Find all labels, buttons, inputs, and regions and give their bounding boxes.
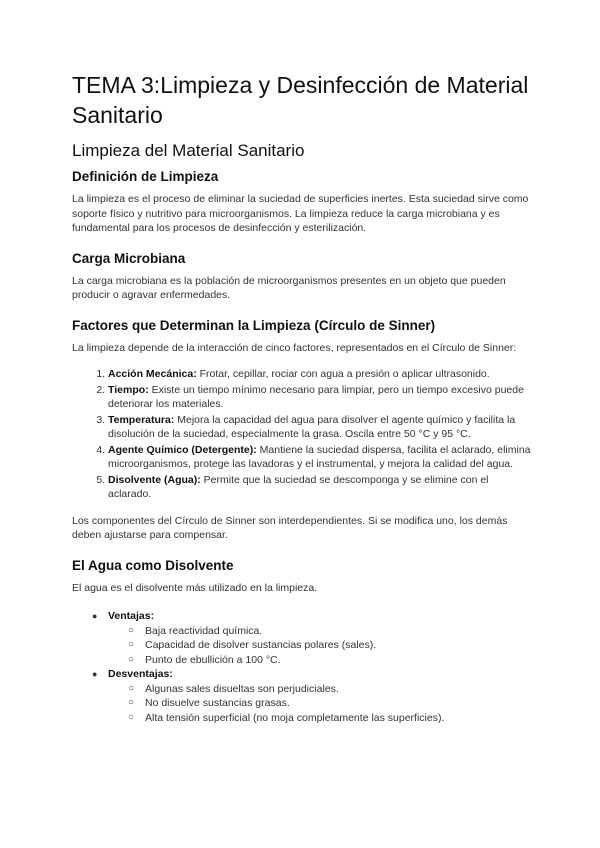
factor-term: Tiempo: bbox=[108, 383, 149, 396]
list-item bbox=[92, 667, 532, 725]
factores-outro: Los componentes del Círculo de Sinner son interdependientes. Si se modifica uno, los demás deben ajustarse para compensar. bbox=[72, 514, 508, 541]
carga-text: La carga microbiana es la población de microorganismos presentes en un objeto que pueden producir o agravar enfermedades. bbox=[72, 274, 506, 301]
list-item bbox=[128, 696, 532, 711]
document-title: TEMA 3:Limpieza y Desinfección de Material Sanitario bbox=[72, 72, 529, 128]
list-item bbox=[128, 711, 532, 726]
factor-term: Acción Mecánica: bbox=[108, 368, 197, 380]
agua-heading: El Agua como Disolvente bbox=[72, 557, 234, 573]
list-item bbox=[128, 624, 532, 639]
ventajas-label: Ventajas: bbox=[108, 610, 155, 622]
factor-desc: Mejora la capacidad del agua para disolver el agente químico y facilita la disolución de la suciedad, especialmente la grasa. Oscila entre 50 °C y 95 °C. bbox=[108, 413, 516, 440]
ventaja-text: Capacidad de disolver sustancias polares (sales). bbox=[145, 639, 377, 651]
factor-desc: Existe un tiempo mínimo necesario para limpiar, pero un tiempo excesivo puede deteriorar los materiales. bbox=[108, 383, 524, 410]
list-item bbox=[128, 653, 532, 668]
document-page bbox=[72, 70, 532, 725]
desventajas-list bbox=[108, 682, 532, 726]
factor-desc: Permite que la suciedad se descomponga y se elimine con el aclarado. bbox=[108, 473, 489, 500]
circle-bullet-icon: ○ bbox=[128, 711, 135, 723]
factores-heading: Factores que Determinan la Limpieza (Círculo de Sinner) bbox=[72, 317, 436, 333]
factores-list bbox=[72, 367, 532, 502]
circle-bullet-icon: ○ bbox=[128, 624, 135, 636]
desventajas-label: Desventajas: bbox=[108, 668, 173, 680]
list-item bbox=[108, 473, 532, 502]
circle-bullet-icon: ○ bbox=[128, 682, 135, 694]
circle-bullet-icon: ○ bbox=[128, 697, 135, 708]
factor-desc: Mantiene la suciedad dispersa, facilita el aclarado, elimina microorganismos, protege las lavadoras y el instrumental, y mejora la calidad del agua. bbox=[108, 443, 531, 470]
circle-bullet-icon: ○ bbox=[128, 639, 135, 650]
factor-term: Agente Químico (Detergente): bbox=[108, 443, 257, 456]
bullet-icon: ● bbox=[92, 669, 98, 679]
bullet-icon: ● bbox=[92, 611, 98, 621]
agua-intro: El agua es el disolvente más utilizado en la limpieza. bbox=[72, 581, 318, 594]
section-title: Limpieza del Material Sanitario bbox=[72, 141, 305, 160]
carga-heading: Carga Microbiana bbox=[72, 250, 186, 266]
factores-intro: La limpieza depende de la interacción de cinco factores, representados en el Círculo de Sinner: bbox=[72, 341, 517, 354]
list-item bbox=[108, 383, 532, 412]
ventaja-text: Punto de ebullición a 100 °C. bbox=[145, 653, 281, 666]
circle-bullet-icon: ○ bbox=[128, 653, 135, 665]
list-item bbox=[108, 443, 532, 472]
factor-term: Disolvente (Agua): bbox=[108, 473, 201, 486]
desventaja-text: Algunas sales disueltas son perjudiciales. bbox=[145, 682, 339, 695]
list-item bbox=[108, 413, 532, 442]
list-item bbox=[128, 682, 532, 697]
desventaja-text: Alta tensión superficial (no moja completamente las superficies). bbox=[145, 711, 445, 724]
factor-term: Temperatura: bbox=[108, 413, 175, 426]
definicion-text: La limpieza es el proceso de eliminar la suciedad de superficies inertes. Esta suciedad sirve como soporte físico y nutritivo para microorganismos. La limpieza reduce la carga microbiana y es fundamental para los procesos de desinfección y esterilización. bbox=[72, 193, 529, 234]
desventaja-text: No disuelve sustancias grasas. bbox=[145, 697, 290, 709]
list-item bbox=[108, 367, 532, 382]
list-item bbox=[92, 609, 532, 667]
agua-list bbox=[72, 609, 532, 725]
list-item bbox=[128, 638, 532, 653]
ventajas-list bbox=[108, 624, 532, 668]
ventaja-text: Baja reactividad química. bbox=[145, 624, 263, 637]
definicion-heading: Definición de Limpieza bbox=[72, 169, 219, 184]
factor-desc: Frotar, cepillar, rociar con agua a presión o aplicar ultrasonido. bbox=[196, 368, 490, 380]
